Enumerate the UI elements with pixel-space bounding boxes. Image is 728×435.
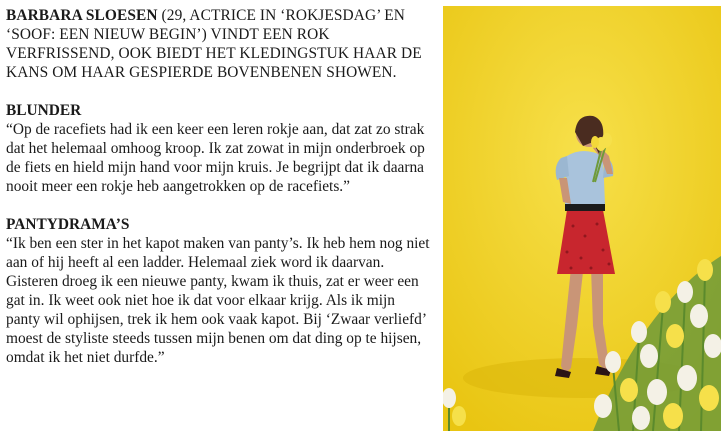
section-heading-blunder: BLUNDER [6, 102, 82, 119]
photo-illustration [443, 6, 721, 431]
intro-name: BARBARA SLOESEN [6, 7, 158, 24]
intro-text: (29, ACTRICE IN ‘ROKJESDAG’ EN ‘SOOF: EEN NIEUW BEGIN’) VINDT EEN ROK VERFRISSEND, OOK BIEDT HET KLEDINGSTUK HAAR DE KANS OM HAAR GESPIERDE BOVENBENEN SHOWEN. [6, 7, 422, 81]
article-text [6, 6, 431, 367]
portrait-photo [443, 6, 721, 431]
intro-paragraph [6, 6, 431, 82]
section-heading-pantydramas: PANTYDRAMA’S [6, 216, 130, 233]
section-body-blunder: “Op de racefiets had ik een keer een leren rokje aan, dat zat zo strak dat het helemaal omhoog kroop. Ik zat zowat in mijn onderbroek op de fiets en hield mijn hand voor mijn kruis. Je begrijpt dat ik daarna nooit meer een rokje heb aangetrokken op de racefiets.” [6, 121, 425, 195]
section-body-pantydramas: “Ik ben een ster in het kapot maken van panty’s. Ik heb hem nog niet aan of hij heeft al een ladder. Helemaal ziek word ik daarvan. Gisteren droeg ik een nieuwe panty, kwam ik thuis, zat er weer een gat in. Ik weet ook niet hoe ik dat voor elkaar krijg. Als ik mijn panty wil ophijsen, trek ik hem ook vaak kapot. Bij ‘Zwaar verliefd’ moest de styliste steeds tussen mijn benen om dat ding op te hijsen, omdat ik het niet durfde.” [6, 235, 430, 366]
